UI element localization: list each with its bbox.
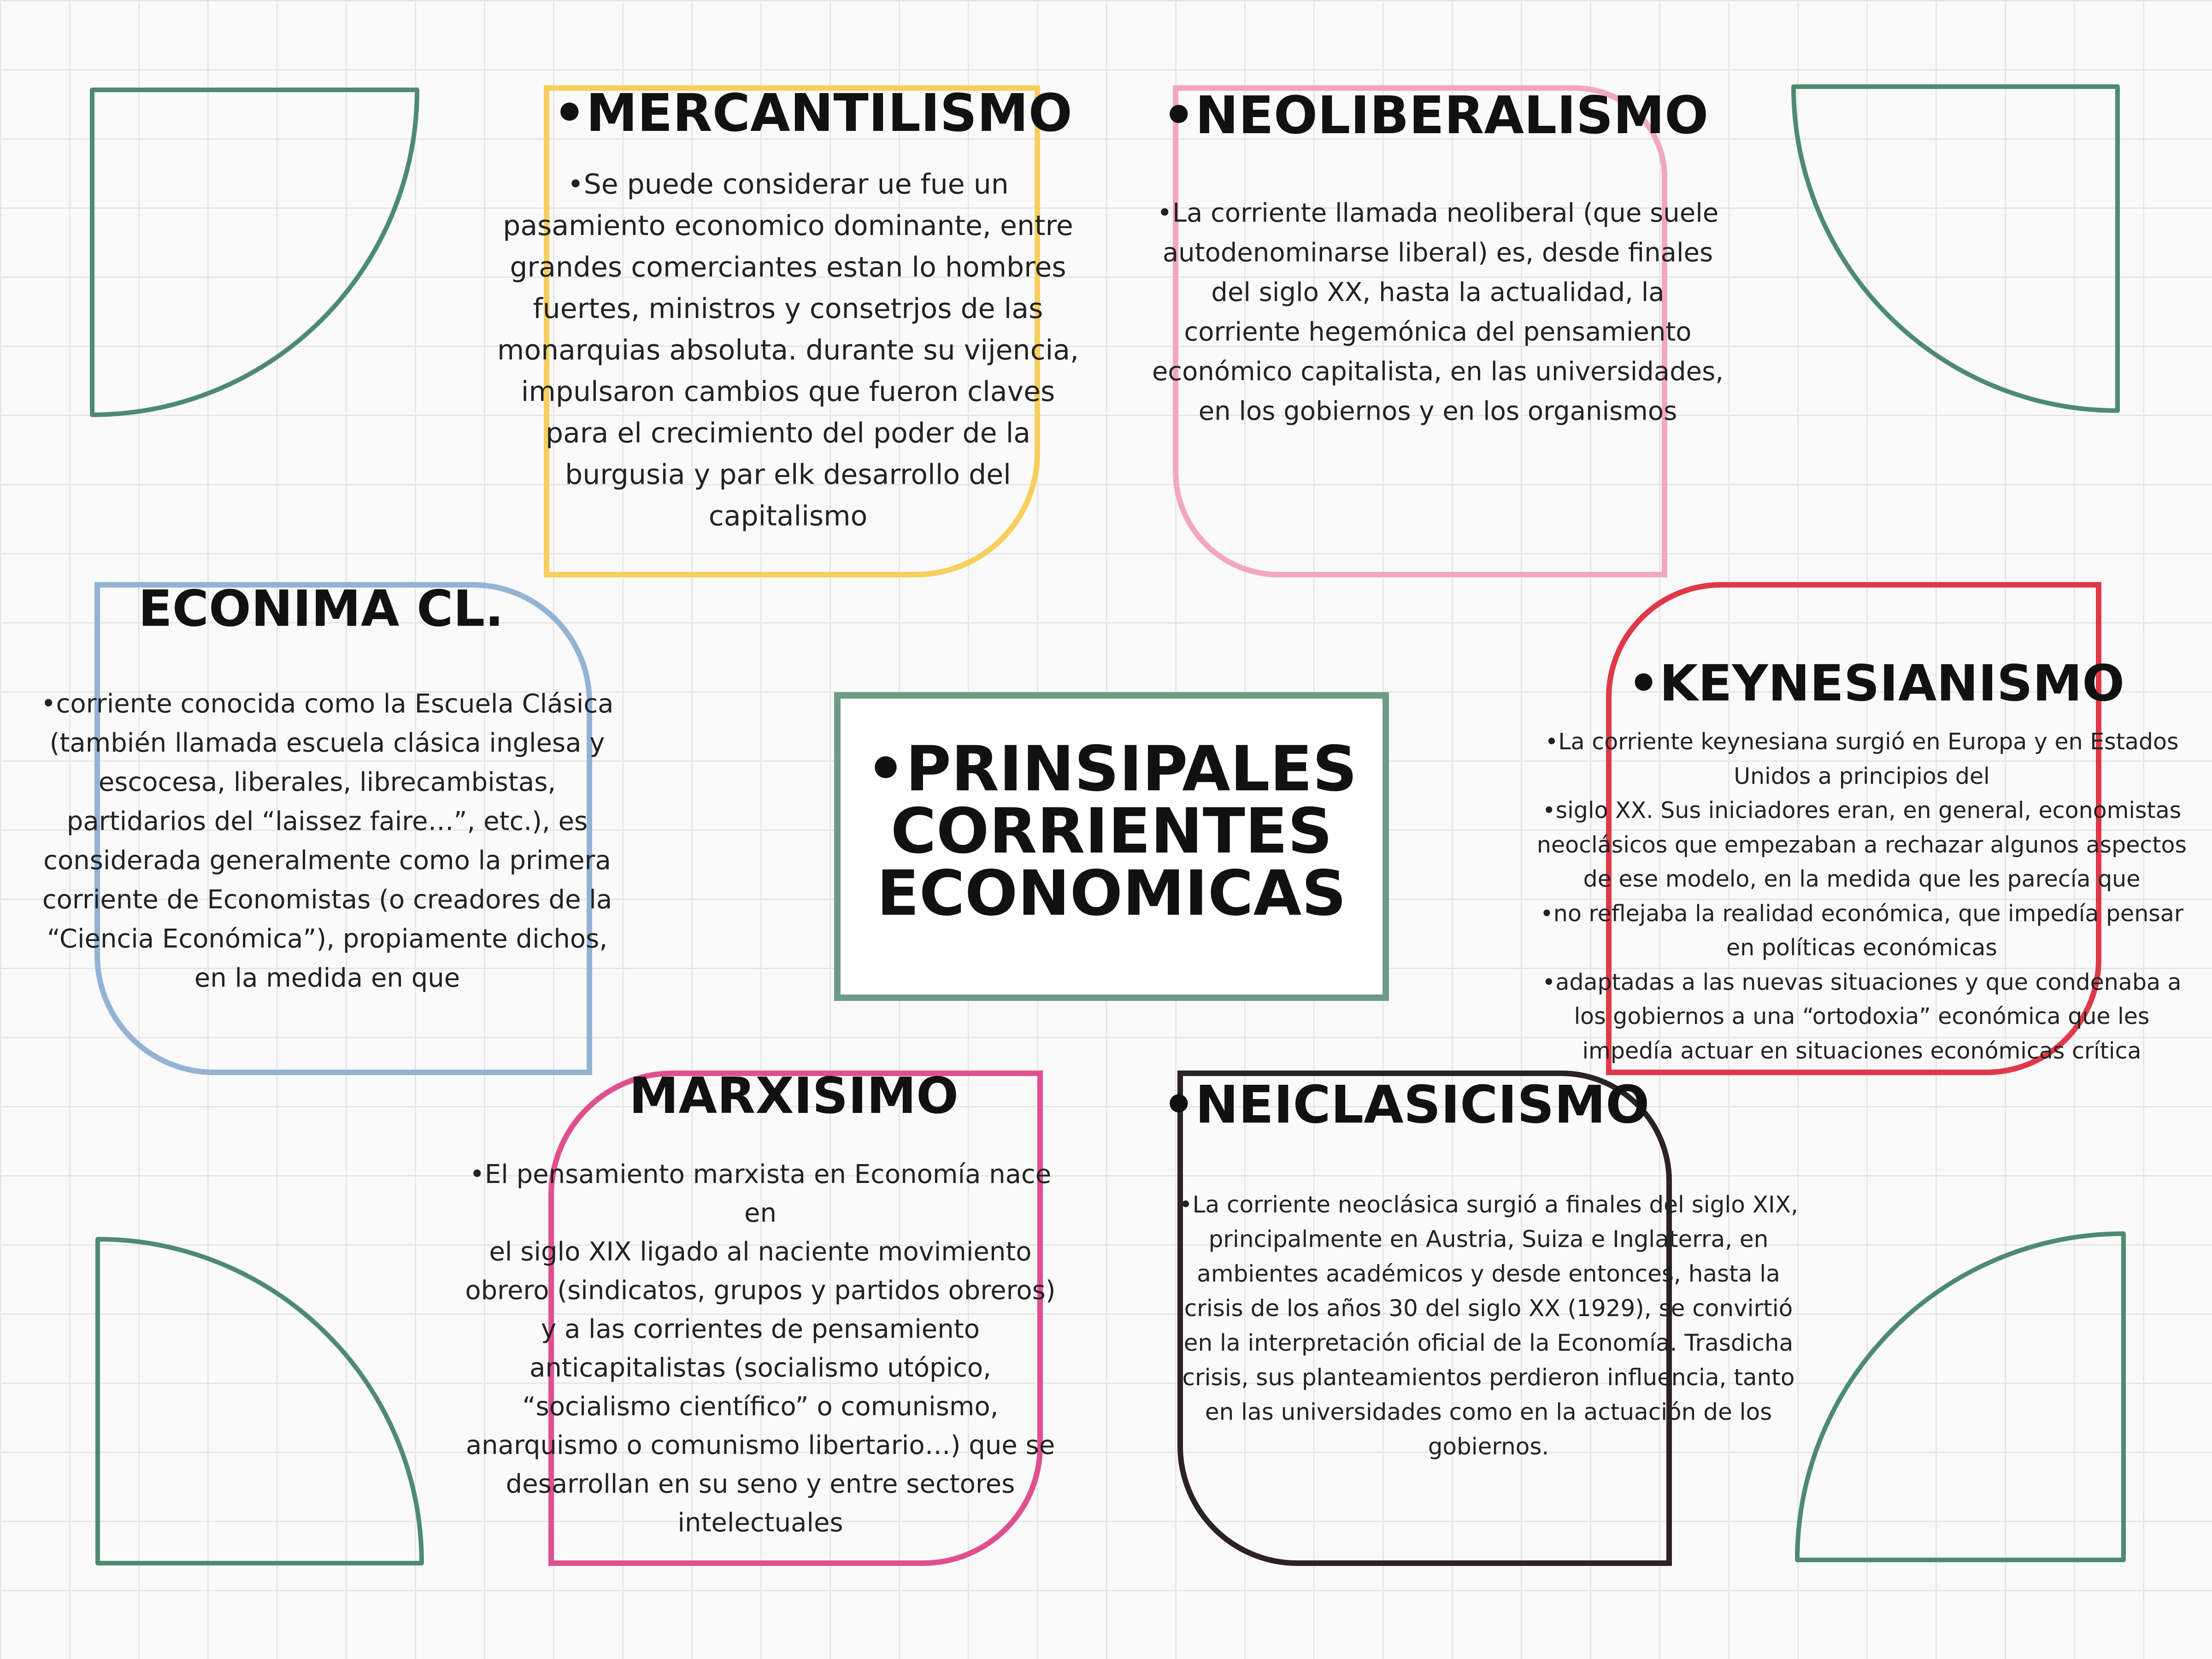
text-line: considerada generalmente como la primera (43, 846, 611, 876)
text-line: impedía actuar en situaciones económicas crítica (1582, 1037, 2141, 1064)
text-line: •Se puede considerar ue fue un (567, 168, 1009, 200)
text-line: crisis de los años 30 del siglo XX (1929), se convirtió (1184, 1295, 1793, 1322)
quarter-circle-bottom-left (98, 1239, 422, 1563)
text-line: capitalismo (708, 500, 868, 532)
text-line: desarrollan en su seno y entre sectores (506, 1469, 1015, 1499)
quarter-circle-top-right (1794, 87, 2118, 411)
text-line: escocesa, liberales, librecambistas, (98, 767, 556, 797)
central-title-line: ECONOMICAS (877, 857, 1347, 930)
text-line: impulsaron cambios que fueron claves (521, 376, 1055, 408)
text-line: pasamiento economico dominante, entre (503, 210, 1073, 242)
marxismo-title: MARXISIMO (629, 1067, 959, 1125)
text-line: en las universidades como en la actuación de los (1205, 1399, 1772, 1425)
clasica-text (28, 684, 627, 998)
text-line: •siglo XX. Sus iniciadores eran, en general, economistas (1542, 797, 2182, 824)
central-title-box (834, 692, 1389, 1001)
neoclasicismo-text (1171, 1188, 1806, 1464)
text-line: anarquismo o comunismo libertario…) que se (465, 1430, 1055, 1460)
text-line: en los gobiernos y en los organismos (1198, 396, 1677, 426)
text-line: partidarios del “laissez faire…”, etc.), es (66, 806, 588, 836)
neoclasicismo-title: •NEICLASICISMO (1162, 1075, 1650, 1135)
text-line: (también llamada escuela clásica inglesa y (49, 728, 605, 758)
text-line: del siglo XX, hasta la actualidad, la (1211, 277, 1665, 307)
text-line: crisis, sus planteamientos perdieron influencia, tanto (1182, 1364, 1795, 1391)
text-line: “socialismo científico” o comunismo, (522, 1392, 999, 1422)
text-line: en la medida en que (194, 963, 460, 993)
keynesianismo-title: •KEYNESIANISMO (1628, 655, 2125, 712)
keynesianismo-text (1530, 725, 2194, 1068)
text-line: intelectuales (677, 1508, 843, 1538)
text-line: el siglo XIX ligado al naciente movimiento (489, 1237, 1032, 1267)
text-line: •adaptadas a las nuevas situaciones y que condenaba a (1542, 969, 2182, 995)
marxismo-text (454, 1155, 1067, 1542)
text-line: burgusia y par elk desarrollo del (565, 459, 1011, 491)
text-line: gobiernos. (1428, 1433, 1549, 1460)
text-line: autodenominarse liberal) es, desde finales (1162, 238, 1713, 268)
text-line: económico capitalista, en las universidades, (1152, 357, 1724, 387)
text-line: obrero (sindicatos, grupos y partidos obreros) (465, 1276, 1056, 1306)
text-line: para el crecimiento del poder de la (545, 417, 1031, 449)
text-line: •corriente conocida como la Escuela Clásica (41, 689, 614, 719)
text-line: los gobiernos a una “ortodoxia” económica que les (1574, 1003, 2150, 1030)
text-line: monarquias absoluta. durante su vijencia, (497, 334, 1079, 366)
central-title (841, 733, 1382, 930)
central-title-line: •PRINSIPALES (865, 733, 1358, 805)
text-line: corriente de Economistas (o creadores de la (42, 885, 612, 915)
text-line: neoclásicos que empezaban a rechazar algunos aspectos (1536, 831, 2187, 858)
text-line: “Ciencia Económica”), propiamente dichos, (47, 924, 608, 954)
text-line: en la interpretación oficial de la Economía. Trasdicha (1183, 1330, 1794, 1356)
quarter-circle-bottom-right (1797, 1234, 2124, 1560)
neoliberalismo-title: •NEOLIBERALISMO (1162, 86, 1709, 146)
text-line: •La corriente neoclásica surgió a finales del siglo XIX, (1179, 1191, 1798, 1218)
neoliberalismo-text (1138, 194, 1737, 431)
text-line: •no reflejaba la realidad económica, que impedía pensar (1540, 900, 2183, 927)
text-line: corriente hegemónica del pensamiento (1184, 317, 1692, 347)
text-line: Unidos a principios del (1734, 763, 1990, 789)
text-line: ambientes académicos y desde entonces, hasta la (1197, 1260, 1780, 1287)
mercantilismo-text (488, 164, 1088, 537)
text-line: fuertes, ministros y consetrjos de las (533, 293, 1043, 325)
text-line: anticapitalistas (socialismo utópico, (529, 1353, 991, 1383)
clasica-title: ECONIMA CL. (138, 580, 504, 638)
text-line: en políticas económicas (1726, 935, 1997, 961)
text-line: de ese modelo, en la medida que les parecía que (1583, 866, 2141, 892)
quarter-circle-top-left (92, 90, 417, 415)
text-line: •La corriente keynesiana surgió en Europa y en Estados (1545, 729, 2179, 755)
central-title-line: CORRIENTES (890, 795, 1333, 867)
text-line: principalmente en Austria, Suiza e Inglaterra, en (1208, 1226, 1769, 1253)
text-line: y a las corrientes de pensamiento (541, 1314, 980, 1344)
text-line: grandes comerciantes estan lo hombres (510, 251, 1066, 283)
text-line: •El pensamiento marxista en Economía nace en (469, 1159, 1052, 1228)
text-line: •La corriente llamada neoliberal (que suele (1157, 198, 1719, 228)
mercantilismo-title: •MERCANTILISMO (553, 83, 1072, 143)
